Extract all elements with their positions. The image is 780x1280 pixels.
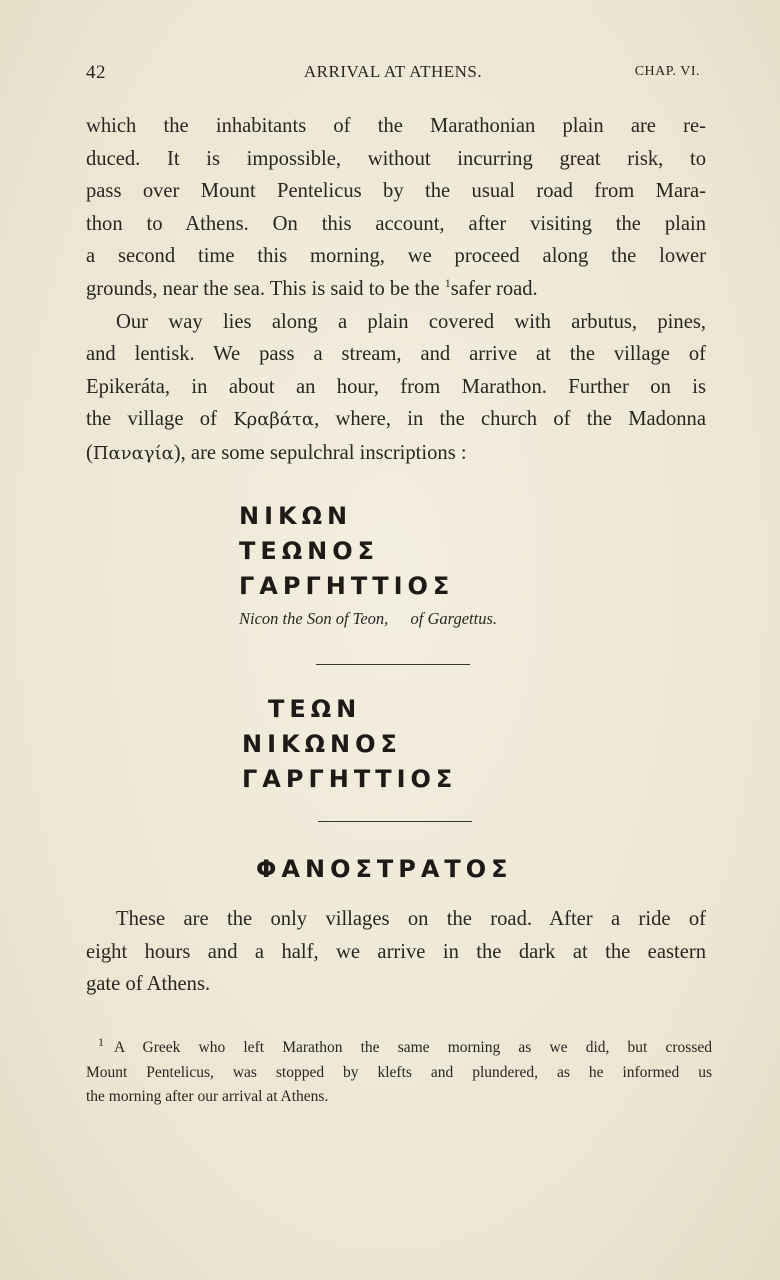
inscription-2 bbox=[242, 692, 457, 797]
page-number: 42 bbox=[86, 62, 106, 83]
paragraph-1 bbox=[86, 110, 706, 306]
footnote bbox=[86, 1030, 712, 1110]
inscription-1 bbox=[239, 499, 454, 604]
text-line bbox=[86, 306, 706, 339]
text-line: a second time this morning, we proceed along the lower bbox=[86, 245, 706, 268]
text-segment: A Greek who left Marathon the same morning as we did, but crossed bbox=[114, 1039, 712, 1056]
text-line: eight hours and a half, we arrive in the dark at the eastern bbox=[86, 940, 706, 963]
greek-word: Παναγία bbox=[92, 442, 174, 464]
inscription-line: ΦΑΝΟΣΤΡΑΤΟΣ bbox=[256, 855, 513, 883]
chapter-label: CHAP. VI. bbox=[634, 64, 700, 79]
footnote-number: 1 bbox=[98, 1035, 104, 1049]
text-line: which the inhabitants of the Marathonian plain are re- bbox=[86, 115, 706, 137]
footnote-reference[interactable]: 1 bbox=[444, 275, 451, 290]
paragraph-2 bbox=[86, 306, 706, 471]
footnote-line: the morning after our arrival at Athens. bbox=[86, 1088, 329, 1106]
inscription-line: ΤΕΩΝ bbox=[268, 695, 362, 723]
text-line: and lentisk. We pass a stream, and arrive at the village of bbox=[86, 343, 706, 366]
text-line: thon to Athens. On this account, after visiting the plain bbox=[86, 212, 706, 235]
separator-rule bbox=[318, 821, 472, 822]
running-title: ARRIVAL AT ATHENS. bbox=[303, 62, 483, 81]
paragraph-3 bbox=[86, 903, 706, 1001]
main-text-continued bbox=[86, 903, 706, 1001]
text-segment: safer road. bbox=[450, 277, 538, 300]
inscription-line: ΝΙΚΩΝ bbox=[239, 502, 353, 530]
text-line bbox=[86, 437, 706, 471]
text-line: pass over Mount Pentelicus by the usual road from Mara- bbox=[86, 180, 706, 203]
text-segment: Our way lies along a plain covered with arbutus, pines, bbox=[116, 310, 706, 333]
footnote-line: Mount Pentelicus, was stopped by klefts and plundered, as he informed us bbox=[86, 1063, 712, 1081]
text-segment: ( bbox=[86, 441, 93, 464]
text-segment: , where, in the church of the Madonna bbox=[314, 408, 706, 431]
text-segment: These are the only villages on the road. After a ride of bbox=[116, 908, 706, 930]
caption-part: Nicon the Son of Teon, bbox=[239, 609, 389, 628]
inscription-3 bbox=[256, 852, 513, 887]
inscription-line: ΤΕΩΝΟΣ bbox=[239, 537, 380, 565]
text-line bbox=[86, 903, 706, 936]
footnote-line bbox=[98, 1030, 712, 1061]
caption-part: of Gargettus. bbox=[410, 609, 497, 628]
text-line: Epikeráta, in about an hour, from Marathon. Further on is bbox=[86, 375, 706, 398]
text-line: duced. It is impossible, without incurring great risk, to bbox=[86, 147, 706, 170]
inscription-line: ΓΑΡΓΗΤΤΙΟΣ bbox=[242, 765, 458, 793]
text-segment: the village of bbox=[86, 408, 234, 431]
text-line bbox=[86, 403, 706, 437]
inscription-line: ΓΑΡΓΗΤΤΙΟΣ bbox=[239, 572, 455, 600]
main-text bbox=[86, 110, 706, 471]
text-segment: grounds, near the sea. This is said to be the bbox=[86, 277, 445, 300]
greek-word: Κραβάτα bbox=[233, 409, 315, 431]
text-line bbox=[86, 273, 706, 306]
text-line: gate of Athens. bbox=[86, 973, 211, 996]
inscription-line: ΝΙΚΩΝΟΣ bbox=[242, 730, 402, 758]
text-segment: ), are some sepulchral inscriptions : bbox=[173, 441, 467, 464]
running-header bbox=[86, 62, 700, 86]
separator-rule bbox=[316, 664, 470, 665]
inscription-translation bbox=[239, 609, 497, 629]
